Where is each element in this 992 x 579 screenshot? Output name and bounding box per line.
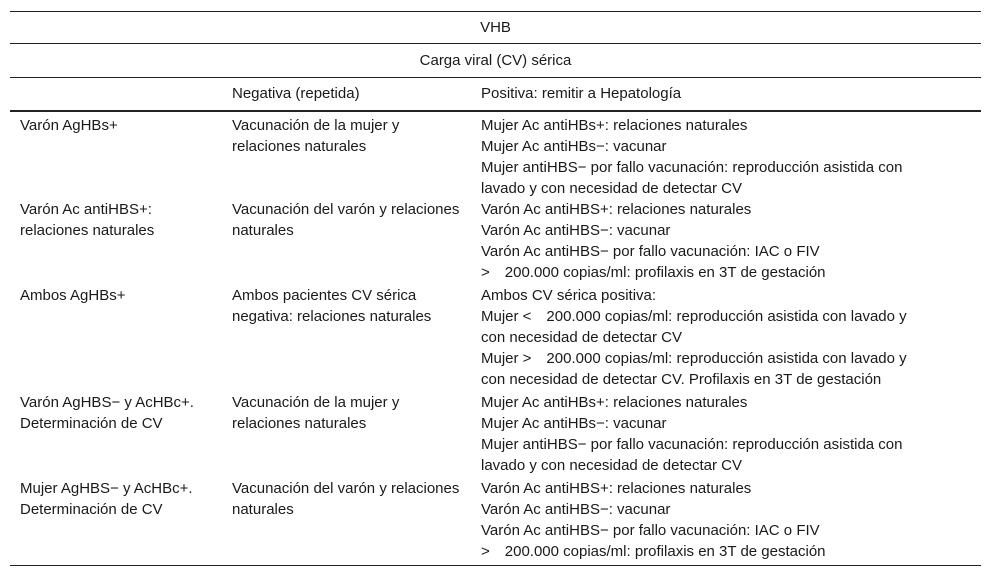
table-row bbox=[10, 198, 981, 284]
cell-line: lavado y con necesidad de detectar CV bbox=[481, 457, 742, 474]
negativa-cell: Ambos pacientes CV sérica negativa: relaciones naturales bbox=[232, 287, 432, 325]
cell-line: lavado y con necesidad de detectar CV bbox=[481, 180, 742, 197]
positiva-cell bbox=[481, 285, 976, 390]
negativa-cell: Vacunación del varón y relaciones naturales bbox=[232, 480, 460, 518]
positiva-cell bbox=[481, 199, 976, 283]
table-row bbox=[10, 284, 981, 391]
cell-line: con necesidad de detectar CV. Profilaxis en 3T de gestación bbox=[481, 371, 882, 388]
positiva-cell bbox=[481, 478, 976, 562]
cell-line: Mujer Ac antiHBs−: vacunar bbox=[481, 415, 667, 432]
row-label: Mujer AgHBS− y AcHBc+. Determinación de CV bbox=[20, 480, 193, 518]
negativa-cell: Vacunación de la mujer y relaciones naturales bbox=[232, 394, 400, 432]
table-subtitle: Carga viral (CV) sérica bbox=[10, 44, 981, 78]
cell-line: Mujer Ac antiHBs+: relaciones naturales bbox=[481, 394, 748, 411]
cell-line: > 200.000 copias/ml: profilaxis en 3T de gestación bbox=[481, 264, 826, 281]
cell-line: Varón Ac antiHBS− por fallo vacunación: IAC o FIV bbox=[481, 522, 820, 539]
cell-line: con necesidad de detectar CV bbox=[481, 329, 682, 346]
table-row bbox=[10, 112, 981, 198]
negativa-cell: Vacunación del varón y relaciones naturales bbox=[232, 201, 460, 239]
row-label: Varón AgHBs+ bbox=[20, 117, 118, 134]
row-label: Varón Ac antiHBS+: relaciones naturales bbox=[20, 201, 155, 239]
column-headers bbox=[10, 78, 981, 112]
table-row bbox=[10, 391, 981, 477]
table-title: VHB bbox=[10, 12, 981, 44]
col-header-positiva: Positiva: remitir a Hepatología bbox=[481, 85, 682, 102]
cell-line: Mujer > 200.000 copias/ml: reproducción asistida con lavado y bbox=[481, 350, 907, 367]
vhb-table bbox=[10, 11, 981, 566]
cell-line: Mujer < 200.000 copias/ml: reproducción asistida con lavado y bbox=[481, 308, 907, 325]
negativa-cell: Vacunación de la mujer y relaciones naturales bbox=[232, 117, 400, 155]
cell-line: Varón Ac antiHBS+: relaciones naturales bbox=[481, 480, 752, 497]
cell-line: Varón Ac antiHBS+: relaciones naturales bbox=[481, 201, 752, 218]
cell-line: Ambos CV sérica positiva: bbox=[481, 287, 657, 304]
positiva-cell bbox=[481, 392, 976, 476]
table-row bbox=[10, 477, 981, 565]
cell-line: Varón Ac antiHBS− por fallo vacunación: IAC o FIV bbox=[481, 243, 820, 260]
cell-line: Mujer antiHBS− por fallo vacunación: reproducción asistida con bbox=[481, 159, 903, 176]
cell-line: Mujer Ac antiHBs+: relaciones naturales bbox=[481, 117, 748, 134]
row-label: Varón AgHBS− y AcHBc+. Determinación de CV bbox=[20, 394, 194, 432]
row-label: Ambos AgHBs+ bbox=[20, 287, 126, 304]
cell-line: Mujer antiHBS− por fallo vacunación: reproducción asistida con bbox=[481, 436, 903, 453]
cell-line: > 200.000 copias/ml: profilaxis en 3T de gestación bbox=[481, 543, 826, 560]
cell-line: Varón Ac antiHBS−: vacunar bbox=[481, 222, 671, 239]
positiva-cell bbox=[481, 115, 976, 199]
cell-line: Mujer Ac antiHBs−: vacunar bbox=[481, 138, 667, 155]
col-header-negativa: Negativa (repetida) bbox=[232, 85, 360, 102]
cell-line: Varón Ac antiHBS−: vacunar bbox=[481, 501, 671, 518]
